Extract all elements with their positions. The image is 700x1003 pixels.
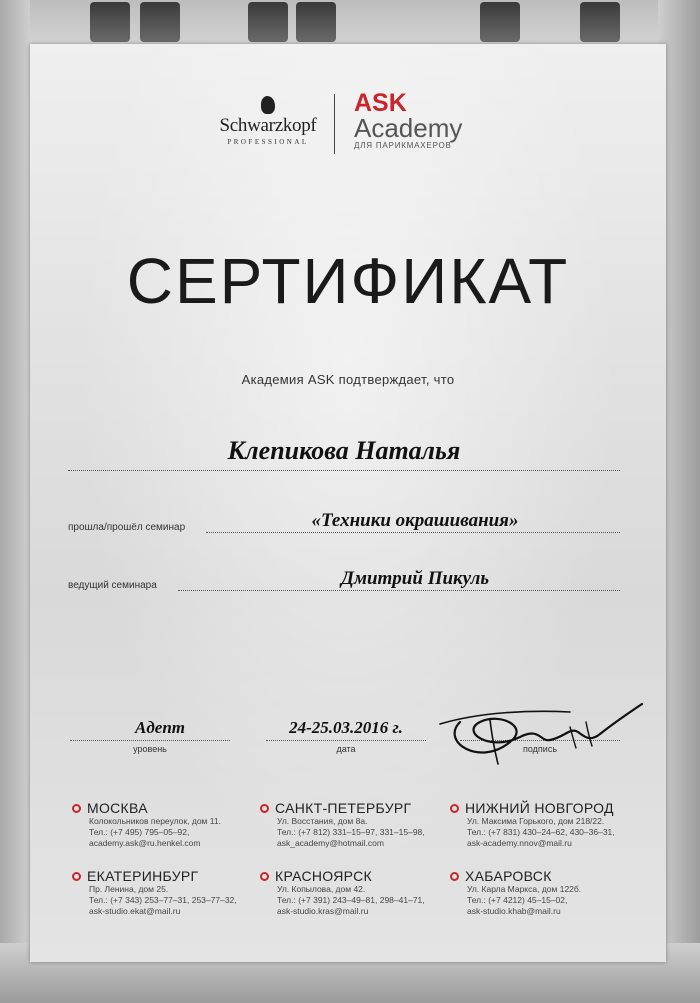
contact-address: Ул. Максима Горького, дом 218/22.	[467, 816, 605, 826]
contact-email[interactable]: ask-studio.khab@mail.ru	[467, 906, 561, 916]
city-name: ХАБАРОВСК	[465, 868, 552, 884]
contact-address: Колокольников переулок, дом 11.	[89, 816, 221, 826]
signature-caption: подпись	[522, 744, 558, 754]
background-jar	[296, 2, 336, 42]
contact-email[interactable]: ask-studio.kras@mail.ru	[277, 906, 369, 916]
schwarzkopf-logo	[208, 96, 328, 146]
contact-nnov	[450, 800, 640, 849]
date-value: 24-25.03.2016 г.	[289, 718, 403, 737]
ask-wordmark: ASK	[354, 89, 407, 117]
level-caption: уровень	[133, 744, 167, 754]
academy-wordmark: Academy	[354, 113, 463, 143]
contact-kras	[260, 868, 450, 917]
confirm-text: Академия ASK подтверждает, что	[241, 372, 455, 387]
contact-ekat	[72, 868, 262, 917]
certificate-sheet	[30, 44, 666, 962]
level-value: Адепт	[135, 718, 185, 737]
background-jar	[90, 2, 130, 42]
contact-phone: Тел.: (+7 391) 243–49–81, 298–41–71,	[277, 895, 425, 905]
background-jar	[140, 2, 180, 42]
background-jar	[248, 2, 288, 42]
contact-phone: Тел.: (+7 4212) 45–15–02,	[467, 895, 568, 905]
date-underline	[266, 740, 426, 741]
contact-moscow	[72, 800, 262, 849]
handwritten-signature	[420, 682, 650, 782]
city-name: НИЖНИЙ НОВГОРОД	[465, 800, 614, 816]
city-name: ЕКАТЕРИНБУРГ	[87, 868, 199, 884]
schwarzkopf-head-icon	[261, 96, 275, 114]
contact-spb	[260, 800, 450, 849]
logo-divider	[334, 94, 335, 154]
certificate-title: СЕРТИФИКАТ	[126, 245, 570, 317]
contact-address: Пр. Ленина, дом 25.	[89, 884, 169, 894]
contact-address: Ул. Восстания, дом 8а.	[277, 816, 368, 826]
city-name: САНКТ-ПЕТЕРБУРГ	[275, 800, 412, 816]
instructor-underline	[178, 590, 620, 591]
contact-khab	[450, 868, 640, 917]
circle-marker-icon	[260, 804, 269, 813]
circle-marker-icon	[260, 872, 269, 881]
level-underline	[70, 740, 230, 741]
name-underline	[68, 470, 620, 471]
city-name: КРАСНОЯРСК	[275, 868, 372, 884]
seminar-underline	[206, 532, 620, 533]
background-shelf-left	[0, 0, 30, 1003]
circle-marker-icon	[72, 872, 81, 881]
contact-phone: Тел.: (+7 812) 331–15–97, 331–15–98,	[277, 827, 425, 837]
circle-marker-icon	[450, 804, 459, 813]
schwarzkopf-sub: PROFESSIONAL	[227, 138, 309, 146]
recipient-name: Клепикова Наталья	[227, 436, 461, 465]
academy-sub: ДЛЯ ПАРИКМАХЕРОВ	[354, 141, 452, 150]
instructor-label: ведущий семинара	[68, 580, 157, 591]
date-caption: дата	[336, 744, 356, 754]
contact-phone: Тел.: (+7 831) 430–24–62, 430–36–31,	[467, 827, 615, 837]
contact-email[interactable]: ask-academy.nnov@mail.ru	[467, 838, 572, 848]
contact-email[interactable]: ask-studio.ekat@mail.ru	[89, 906, 181, 916]
contact-email[interactable]: ask_academy@hotmail.com	[277, 838, 384, 848]
instructor-value: Дмитрий Пикуль	[340, 568, 490, 589]
contact-address: Ул. Карла Маркса, дом 122б.	[467, 884, 582, 894]
city-name: МОСКВА	[87, 800, 148, 816]
seminar-label: прошла/прошёл семинар	[68, 522, 186, 533]
contact-phone: Тел.: (+7 495) 795–05–92,	[89, 827, 190, 837]
contact-phone: Тел.: (+7 343) 253–77–31, 253–77–32,	[89, 895, 237, 905]
background-jar	[480, 2, 520, 42]
schwarzkopf-brand: Schwarzkopf	[219, 115, 317, 136]
circle-marker-icon	[72, 804, 81, 813]
contact-email[interactable]: academy.ask@ru.henkel.com	[89, 838, 201, 848]
contact-address: Ул. Копылова, дом 42.	[277, 884, 366, 894]
seminar-value: «Техники окрашивания»	[311, 510, 519, 531]
circle-marker-icon	[450, 872, 459, 881]
ask-academy-logo	[354, 90, 462, 150]
background-jar	[580, 2, 620, 42]
